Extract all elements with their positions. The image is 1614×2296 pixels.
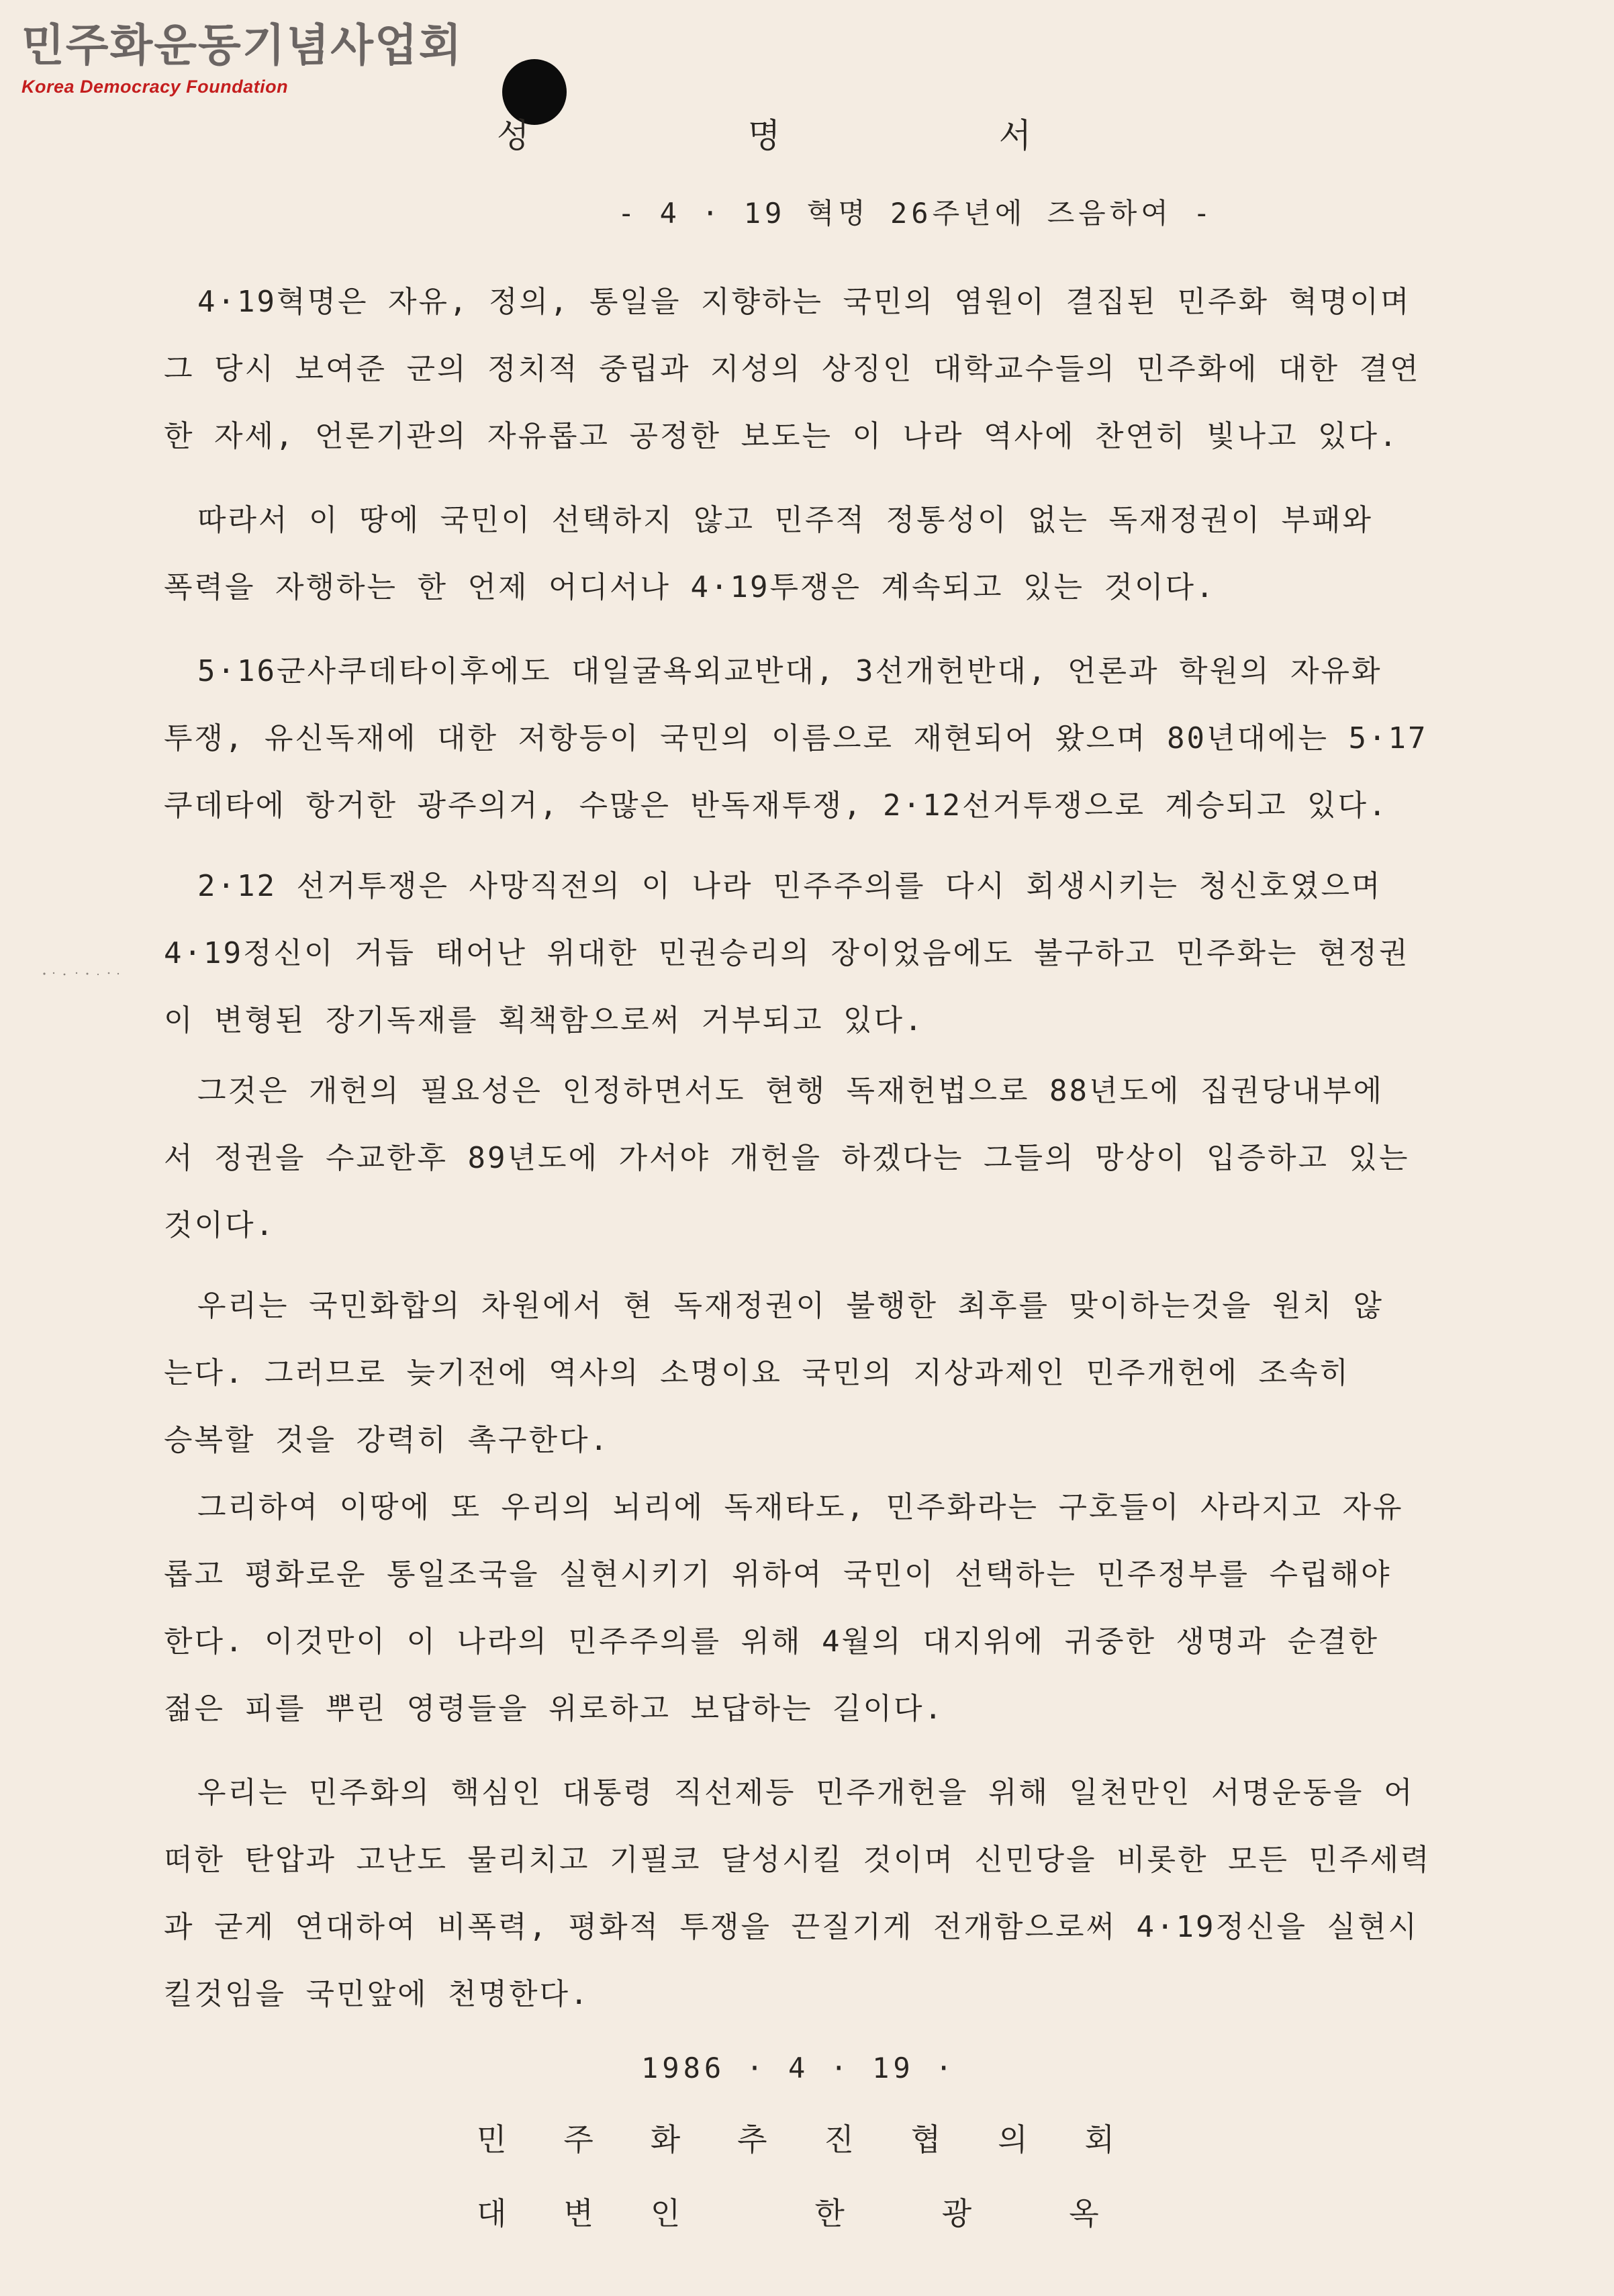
paragraph-8 (164, 1759, 1466, 2028)
paragraph-7 (164, 1474, 1466, 1743)
paragraph-line: 젊은 피를 뿌린 영령들을 위로하고 보답하는 길이다. (164, 1692, 945, 1726)
paragraph-3 (164, 638, 1466, 839)
org-char: 주 (563, 2121, 594, 2158)
paragraph-line: 폭력을 자행하는 한 언제 어디서나 4·19투쟁은 계속되고 있는 것이다. (164, 570, 1216, 604)
foundation-logo (21, 19, 463, 97)
document-title (497, 109, 1034, 157)
paragraph-1 (164, 269, 1466, 470)
rep-char: 인 (650, 2195, 681, 2232)
logo-korean-text: 민주화운동기념사업회 (21, 19, 463, 71)
paragraph-line: 승복할 것을 강력히 촉구한다. (164, 1423, 610, 1457)
org-char: 협 (910, 2121, 941, 2158)
org-char: 진 (824, 2121, 854, 2158)
paper-speck-mark (42, 971, 122, 976)
signatory-organization (477, 2115, 1114, 2160)
paragraph-5 (164, 1058, 1466, 1259)
org-char: 민 (477, 2121, 507, 2158)
paragraph-line: 2·12 선거투쟁은 사망직전의 이 나라 민주주의를 다시 회생시키는 청신호였으며 (197, 869, 1382, 903)
paragraph-6 (164, 1273, 1466, 1474)
paragraph-line: 투쟁, 유신독재에 대한 저항등이 국민의 이름으로 재현되어 왔으며 80년대에는 5·17 (164, 721, 1428, 755)
paragraph-line: 따라서 이 땅에 국민이 선택하지 않고 민주적 정통성이 없는 독재정권이 부패와 (197, 503, 1374, 537)
paragraph-line: 한다. 이것만이 이 나라의 민주주의를 위해 4월의 대지위에 귀중한 생명과 순결한 (164, 1624, 1380, 1659)
paragraph-line: 떠한 탄압과 고난도 물리치고 기필코 달성시킬 것이며 신민당을 비롯한 모든 민주세력 (164, 1843, 1431, 1877)
paragraph-line: 우리는 국민화합의 차원에서 현 독재정권이 불행한 최후를 맞이하는것을 원치 않 (197, 1289, 1384, 1323)
signatory-representative (477, 2189, 1114, 2234)
paragraph-line: 는다. 그러므로 늦기전에 역사의 소명이요 국민의 지상과제인 민주개헌에 조속히 (164, 1356, 1351, 1390)
document-date: 1986 · 4 · 19 · (641, 2052, 957, 2084)
org-char: 의 (998, 2121, 1028, 2158)
org-char: 추 (737, 2121, 767, 2158)
paragraph-line: 과 굳게 연대하여 비폭력, 평화적 투쟁을 끈질기게 전개함으로써 4·19정신을 실현시 (164, 1910, 1419, 1944)
paragraph-4 (164, 853, 1466, 1054)
document-subtitle: - 4 · 19 혁명 26주년에 즈음하여 - (618, 197, 1215, 230)
org-char: 회 (1084, 2121, 1114, 2158)
paragraph-line: 것이다. (164, 1208, 276, 1242)
title-char: 서 (998, 116, 1034, 155)
paragraph-line: 그것은 개헌의 필요성은 인정하면서도 현행 독재헌법으로 88년도에 집권당내부에 (197, 1074, 1384, 1108)
paragraph-line: 4·19정신이 거듭 태어난 위대한 민권승리의 장이었음에도 불구하고 민주화는 현정권 (164, 936, 1410, 970)
paragraph-line: 킬것임을 국민앞에 천명한다. (164, 1977, 590, 2011)
paragraph-line: 서 정권을 수교한후 89년도에 가서야 개헌을 하겠다는 그들의 망상이 입증하고 있는 (164, 1141, 1410, 1175)
rep-char: 변 (563, 2195, 594, 2232)
paragraph-line: 롭고 평화로운 통일조국을 실현시키기 위하여 국민이 선택하는 민주정부를 수립해야 (164, 1557, 1392, 1592)
title-char: 성 (497, 116, 532, 155)
logo-english-text: Korea Democracy Foundation (21, 77, 289, 97)
paragraph-line: 그 당시 보여준 군의 정치적 중립과 지성의 상징인 대학교수들의 민주화에 대한 결연 (164, 352, 1421, 386)
rep-char: 옥 (1069, 2195, 1099, 2232)
paragraph-line: 한 자세, 언론기관의 자유롭고 공정한 보도는 이 나라 역사에 찬연히 빛나고 있다. (164, 419, 1399, 453)
title-char: 명 (747, 116, 784, 155)
paragraph-line: 우리는 민주화의 핵심인 대통령 직선제등 민주개헌을 위해 일천만인 서명운동을 어 (197, 1776, 1415, 1810)
rep-char: 한 (814, 2195, 845, 2232)
paragraph-2 (164, 487, 1466, 621)
paragraph-line: 이 변형된 장기독재를 획책함으로써 거부되고 있다. (164, 1003, 924, 1038)
paragraph-line: 그리하여 이땅에 또 우리의 뇌리에 독재타도, 민주화라는 구호들이 사라지고 자유 (197, 1490, 1404, 1524)
paragraph-line: 5·16군사쿠데타이후에도 대일굴욕외교반대, 3선개헌반대, 언론과 학원의 자유화 (197, 654, 1382, 688)
paragraph-line: 4·19혁명은 자유, 정의, 통일을 지향하는 국민의 염원이 결집된 민주화 혁명이며 (197, 285, 1411, 319)
org-char: 화 (650, 2121, 681, 2158)
rep-char: 대 (477, 2195, 507, 2232)
rep-char: 광 (941, 2195, 972, 2232)
paragraph-line: 쿠데타에 항거한 광주의거, 수많은 반독재투쟁, 2·12선거투쟁으로 계승되고 있다. (164, 788, 1388, 823)
